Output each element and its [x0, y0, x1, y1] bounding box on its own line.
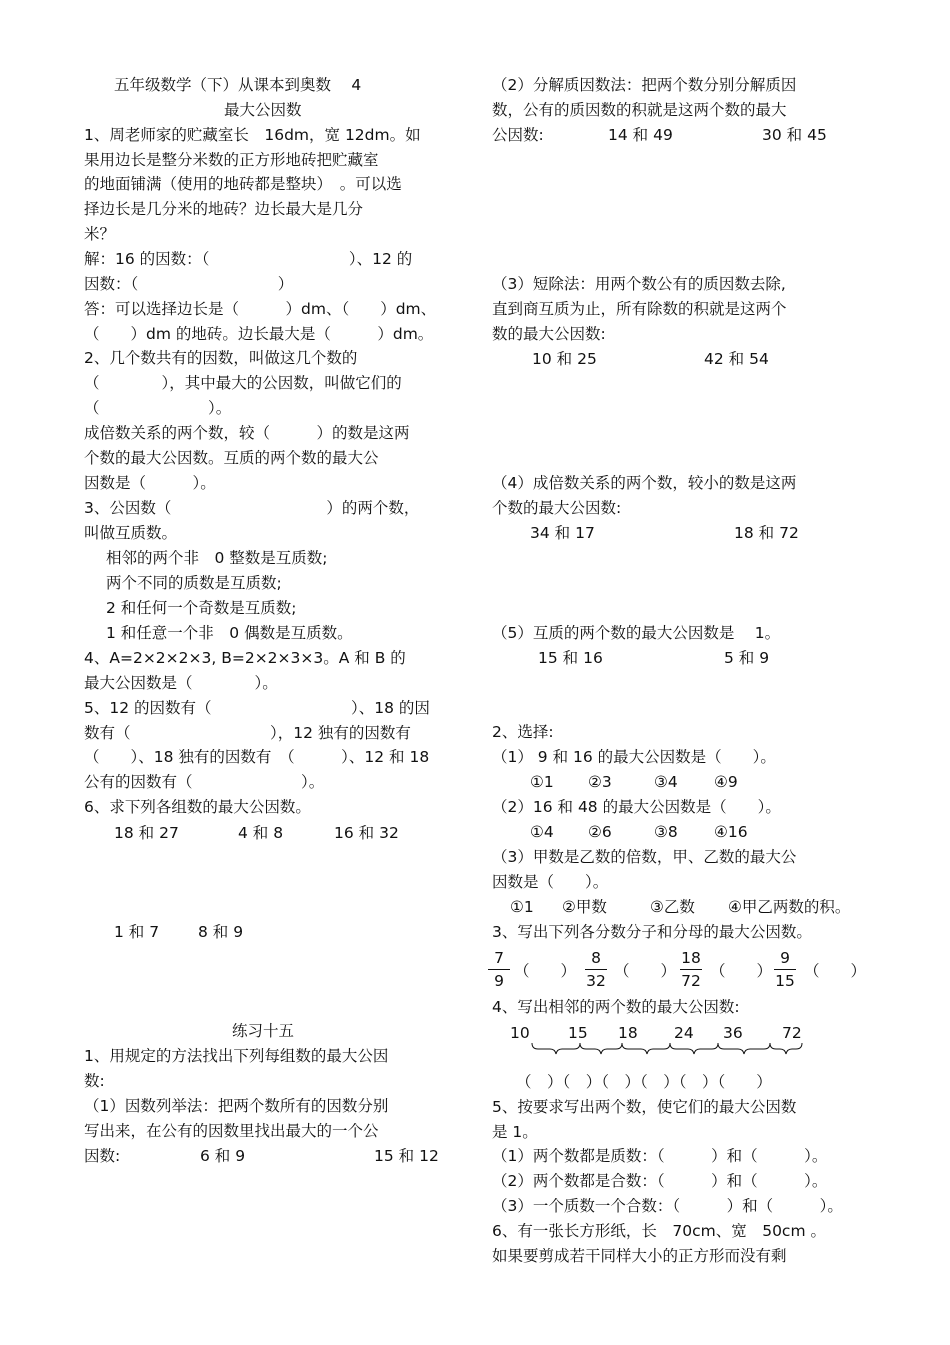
choice-option: ④甲乙两数的积。	[728, 898, 851, 916]
ex1-line: 因数:	[84, 1147, 121, 1165]
q5-line: 公有的因数有（ ）。	[84, 773, 325, 791]
q2-line: 因数是（ ）。	[84, 474, 216, 492]
choice-question: （2）16 和 48 的最大公因数是（ ）。	[492, 798, 781, 816]
q6-pair: 4 和 8	[238, 824, 284, 842]
worksheet-title: 五年级数学（下）从课本到奥数 4	[114, 76, 362, 94]
answer-blank: （ ）	[804, 962, 867, 980]
method3-line: 数的最大公因数:	[492, 325, 606, 343]
fraction-numerator: 7	[494, 949, 504, 967]
q2-line: 2、几个数共有的因数，叫做这几个数的	[84, 349, 358, 367]
method2-pair: 30 和 45	[762, 126, 827, 144]
brace	[622, 1043, 670, 1054]
q3-fact: 相邻的两个非 0 整数是互质数;	[106, 549, 328, 567]
q1-line: 米？	[84, 225, 116, 243]
q1-line: 答：可以选择边长是（ ）dm、（ ）dm、	[84, 300, 437, 318]
brace	[770, 1043, 802, 1054]
exercise-title: 练习十五	[232, 1022, 295, 1040]
fraction-denominator: 32	[586, 972, 606, 990]
ex1-pair: 6 和 9	[200, 1147, 246, 1165]
ex1-line: 写出来，在公有的因数里找出最大的一个公	[84, 1122, 379, 1140]
fraction-numerator: 9	[780, 949, 790, 967]
ex1-line: 1、用规定的方法找出下列每组数的最大公因	[84, 1047, 389, 1065]
choice-option: ①1	[530, 773, 554, 791]
sequence-number: 10	[510, 1024, 530, 1042]
fraction-question-title: 3、写出下列各分数分子和分母的最大公因数。	[492, 923, 812, 941]
q5-line: 5、12 的因数有（ ）、18 的因	[84, 699, 430, 717]
q5-line: （ ）、18 独有的因数有 （ ）、12 和 18	[84, 748, 430, 766]
answer-blank: （ ）	[514, 962, 577, 980]
q1-line: 的地面铺满（使用的地砖都是整块） 。可以选	[84, 175, 402, 193]
q6-pair: 8 和 9	[198, 923, 244, 941]
q1-line: 因数：（ ）	[84, 275, 294, 293]
choice-option: ②甲数	[562, 898, 607, 916]
choice-option: ③8	[654, 823, 678, 841]
q5-title: 是 1。	[492, 1123, 538, 1141]
method2-pair: 14 和 49	[608, 126, 673, 144]
fraction-denominator: 15	[775, 972, 795, 990]
sequence-number: 72	[782, 1024, 802, 1042]
choice-question: （3）甲数是乙数的倍数，甲、乙数的最大公	[492, 848, 797, 866]
method3-pair: 42 和 54	[704, 350, 769, 368]
method5-line: （5）互质的两个数的最大公因数是 1。	[492, 624, 781, 642]
q2-line: （ ），其中最大的公因数，叫做它们的	[84, 374, 402, 392]
q1-line: 解：16 的因数：（ ）、12 的	[84, 250, 413, 268]
choice-option: ②3	[588, 773, 612, 791]
brace	[718, 1043, 770, 1054]
choice-question: （1） 9 和 16 的最大公因数是（ ）。	[492, 748, 776, 766]
choice-option: ①1	[510, 898, 534, 916]
adjacent-question-title: 4、写出相邻的两个数的最大公因数:	[492, 998, 740, 1016]
method2-line: （2）分解质因数法：把两个数分别分解质因	[492, 76, 797, 94]
q5-line: 数有（ ），12 独有的因数有	[84, 724, 411, 742]
choice-option: ④16	[714, 823, 748, 841]
q1-line: 1、周老师家的贮藏室长 16dm，宽 12dm。如	[84, 126, 421, 144]
brace	[532, 1043, 580, 1054]
method5-pair: 15 和 16	[538, 649, 603, 667]
q1-line: 果用边长是整分米数的正方形地砖把贮藏室	[84, 151, 379, 169]
q6-title: 6、求下列各组数的最大公因数。	[84, 798, 311, 816]
q3-fact: 两个不同的质数是互质数;	[106, 574, 282, 592]
q5-item: （3）一个质数一个合数：（ ）和（ ）。	[492, 1197, 843, 1215]
q1-line: 择边长是几分米的地砖？边长最大是几分	[84, 200, 364, 218]
q4-line: 最大公因数是（ ）。	[84, 674, 278, 692]
sequence-number: 24	[674, 1024, 694, 1042]
q3-line: 叫做互质数。	[84, 524, 178, 542]
q6-pair: 1 和 7	[114, 923, 160, 941]
choice-option: ②6	[588, 823, 612, 841]
fraction-denominator: 72	[681, 972, 701, 990]
q2-line: 成倍数关系的两个数，较（ ）的数是这两	[84, 424, 410, 442]
q5-item: （2）两个数都是合数：（ ）和（ ）。	[492, 1172, 828, 1190]
q6-line: 6、有一张长方形纸，长 70cm、宽 50cm 。	[492, 1222, 826, 1240]
q6-pair: 18 和 27	[114, 824, 179, 842]
method3-line: （3）短除法：用两个数公有的质因数去除,	[492, 275, 786, 293]
brace-group	[492, 0, 867, 1345]
sequence-number: 36	[723, 1024, 743, 1042]
choice-question: 因数是（ ）。	[492, 873, 609, 891]
sequence-number: 18	[618, 1024, 638, 1042]
q6-line: 如果要剪成若干同样大小的正方形而没有剩	[492, 1247, 787, 1265]
q4-line: 4、A=2×2×2×3, B=2×2×3×3。A 和 B 的	[84, 649, 406, 667]
q5-item: （1）两个数都是质数：（ ）和（ ）。	[492, 1147, 828, 1165]
choice-option: ③4	[654, 773, 678, 791]
method4-pair: 34 和 17	[530, 524, 595, 542]
method2-line: 公因数:	[492, 126, 544, 144]
method2-line: 数，公有的质因数的积就是这两个数的最大	[492, 101, 787, 119]
choice-option: ③乙数	[650, 898, 695, 916]
choice-option: ④9	[714, 773, 738, 791]
q3-line: 3、公因数（ ）的两个数，	[84, 499, 420, 517]
ex1-pair: 15 和 12	[374, 1147, 439, 1165]
answer-blank: （ ）	[614, 962, 677, 980]
q3-fact: 2 和任何一个奇数是互质数;	[106, 599, 297, 617]
fraction-numerator: 18	[681, 949, 701, 967]
q5-title: 5、按要求写出两个数，使它们的最大公因数	[492, 1098, 797, 1116]
q6-pair: 16 和 32	[334, 824, 399, 842]
answer-blanks-row: （ ）（ ）（ ）（ ）（ ）（ ）	[516, 1073, 772, 1091]
q2-line: （ ）。	[84, 399, 232, 417]
method4-line: 个数的最大公因数:	[492, 499, 622, 517]
ex1-line: （1）因数列举法：把两个数所有的因数分别	[84, 1097, 389, 1115]
answer-blank: （ ）	[710, 962, 773, 980]
method3-line: 直到商互质为止，所有除数的积就是这两个	[492, 300, 787, 318]
method3-pair: 10 和 25	[532, 350, 597, 368]
ex1-line: 数:	[84, 1072, 105, 1090]
sequence-number: 15	[568, 1024, 588, 1042]
fraction-denominator: 9	[494, 972, 504, 990]
q3-fact: 1 和任意一个非 0 偶数是互质数。	[106, 624, 353, 642]
q1-line: （ ）dm 的地砖。边长最大是（ ）dm。	[84, 325, 434, 343]
method5-pair: 5 和 9	[724, 649, 770, 667]
method4-pair: 18 和 72	[734, 524, 799, 542]
worksheet-subtitle: 最大公因数	[224, 101, 302, 119]
choice-option: ①4	[530, 823, 554, 841]
method4-line: （4）成倍数关系的两个数，较小的数是这两	[492, 474, 797, 492]
brace	[580, 1043, 622, 1054]
fraction-numerator: 8	[591, 949, 601, 967]
q2-line: 个数的最大公因数。互质的两个数的最大公	[84, 449, 379, 467]
brace	[670, 1043, 718, 1054]
choice-title: 2、选择:	[492, 723, 554, 741]
